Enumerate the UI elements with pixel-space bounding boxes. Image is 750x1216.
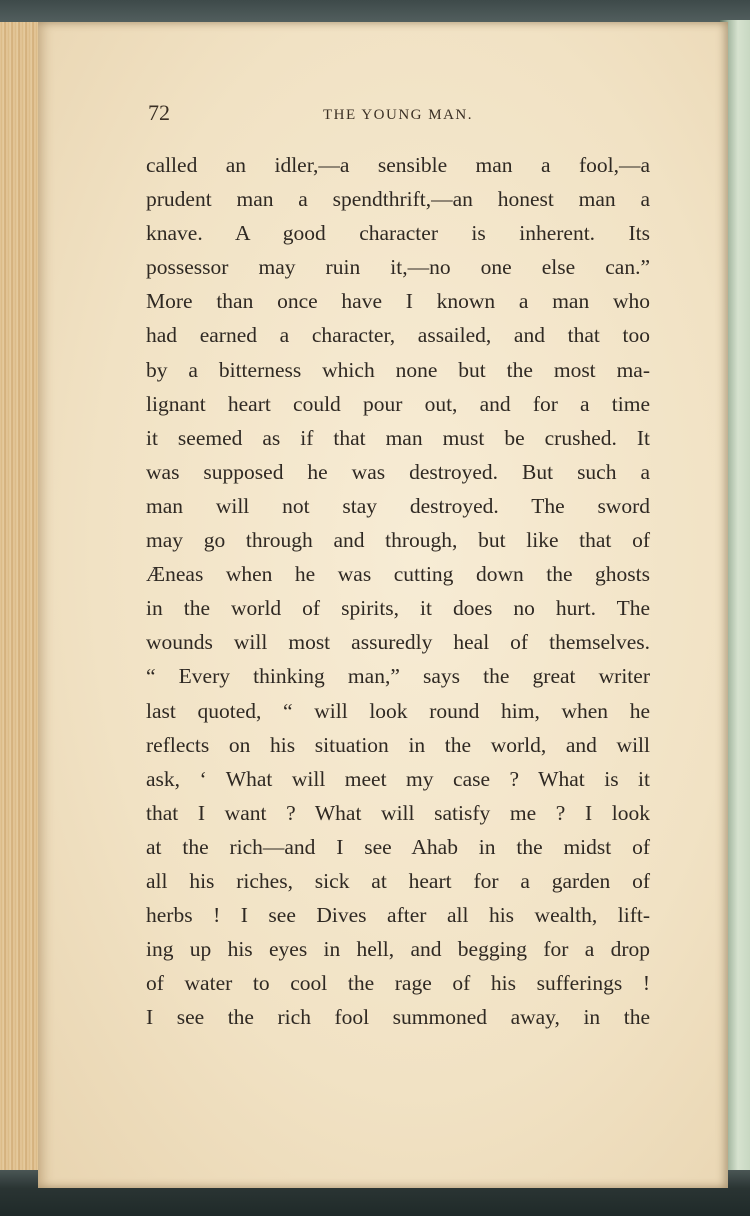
text-line: all his riches, sick at heart for a garden of	[146, 868, 650, 893]
body-text	[146, 148, 650, 1034]
text-line: I see the rich fool summoned away, in the	[146, 1005, 650, 1030]
page-number: 72	[148, 100, 170, 125]
text-line: was supposed he was destroyed. But such a	[146, 459, 650, 484]
text-line: lignant heart could pour out, and for a time	[146, 391, 650, 416]
text-line: may go through and through, but like that of	[146, 528, 650, 553]
text-line: had earned a character, assailed, and that too	[146, 323, 650, 348]
text-line: More than once have I known a man who	[146, 289, 650, 314]
text-line: at the rich—and I see Ahab in the midst of	[146, 834, 650, 859]
text-line: in the world of spirits, it does no hurt. The	[146, 596, 650, 621]
text-line: called an idler,—a sensible man a fool,—a	[146, 153, 650, 177]
text-line: Æneas when he was cutting down the ghosts	[146, 562, 650, 587]
text-line: that I want ? What will satisfy me ? I look	[146, 800, 650, 825]
text-line: by a bitterness which none but the most ma-	[146, 357, 650, 382]
text-line: knave. A good character is inherent. Its	[146, 221, 650, 246]
text-line: it seemed as if that man must be crushed. It	[146, 425, 650, 450]
text-line: of water to cool the rage of his sufferings !	[146, 971, 650, 996]
text-line: prudent man a spendthrift,—an honest man a	[146, 187, 650, 212]
text-line: man will not stay destroyed. The sword	[146, 493, 650, 518]
text-line: reflects on his situation in the world, and will	[146, 732, 650, 757]
text-line: possessor may ruin it,—no one else can.”	[146, 255, 650, 280]
text-line: ask, ‘ What will meet my case ? What is it	[146, 766, 650, 791]
text-line: last quoted, “ will look round him, when he	[146, 698, 650, 723]
text-line: ing up his eyes in hell, and begging for a drop	[146, 937, 650, 962]
text-line: wounds will most assuredly heal of themselves.	[146, 630, 650, 655]
text-line: “ Every thinking man,” says the great writer	[146, 664, 650, 689]
running-head	[146, 107, 650, 124]
running-head-text: THE YOUNG MAN.	[322, 107, 474, 123]
text-line: herbs ! I see Dives after all his wealth, lift-	[146, 903, 650, 928]
